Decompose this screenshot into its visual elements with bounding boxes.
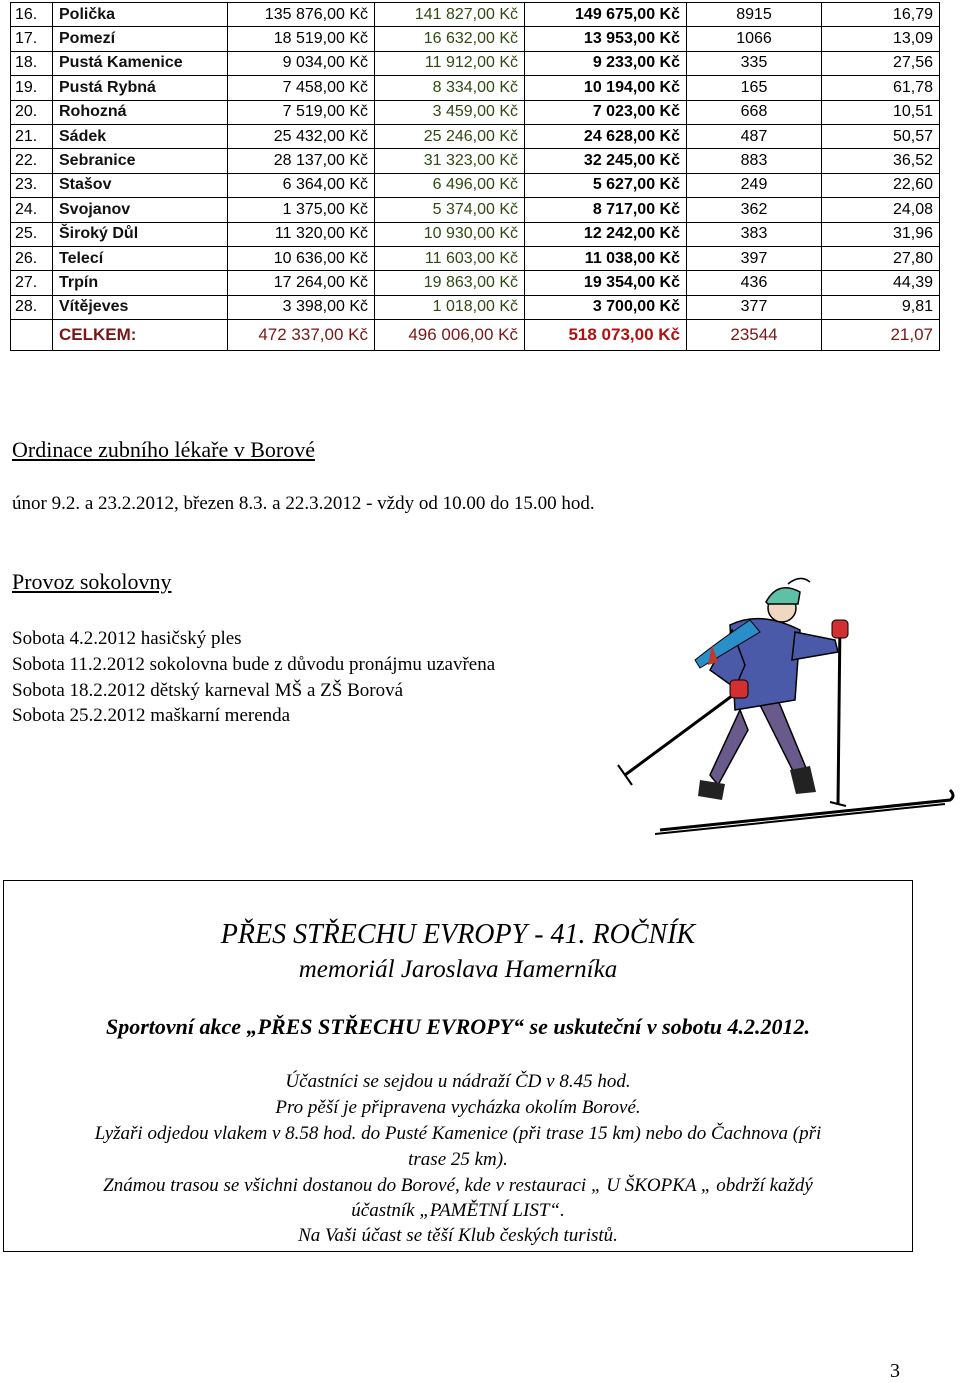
table-cell: 883 [687, 149, 822, 173]
table-cell: 149 675,00 Kč [525, 3, 687, 27]
table-row [11, 100, 940, 124]
table-cell: 13 953,00 Kč [525, 27, 687, 51]
table-row [11, 27, 940, 51]
table-cell: 383 [687, 222, 822, 246]
table-cell: 397 [687, 246, 822, 270]
table-cell: 17 264,00 Kč [228, 271, 375, 295]
table-cell: 61,78 [822, 76, 940, 100]
event-line-3: Lyžaři odjedou vlakem v 8.58 hod. do Pusté Kamenice (při trase 15 km) nebo do Čachnova (při [94, 1123, 822, 1144]
table-cell: 9,81 [822, 295, 940, 319]
table-cell: 6 364,00 Kč [228, 173, 375, 197]
table-cell: 8 717,00 Kč [525, 198, 687, 222]
table-cell: 7 519,00 Kč [228, 100, 375, 124]
table-row [11, 76, 940, 100]
table-cell: 19. [11, 76, 53, 100]
table-row [11, 173, 940, 197]
table-cell: 9 233,00 Kč [525, 51, 687, 75]
table-cell: Sádek [53, 124, 228, 148]
table-cell: 10 930,00 Kč [375, 222, 525, 246]
table-cell: 18 519,00 Kč [228, 27, 375, 51]
table-cell: 25 246,00 Kč [375, 124, 525, 148]
skier-icon [600, 570, 960, 840]
table-cell: 377 [687, 295, 822, 319]
table-cell: 28. [11, 295, 53, 319]
table-cell: 496 006,00 Kč [375, 320, 525, 351]
table-cell: 10,51 [822, 100, 940, 124]
event-line-2: Pro pěší je připravena vycházka okolím Borové. [275, 1097, 641, 1118]
table-cell: 10 636,00 Kč [228, 246, 375, 270]
table-cell: 487 [687, 124, 822, 148]
table-cell: 6 496,00 Kč [375, 173, 525, 197]
table-cell: 16. [11, 3, 53, 27]
table-cell: 335 [687, 51, 822, 75]
table-cell: 27. [11, 271, 53, 295]
event-headline: Sportovní akce „PŘES STŘECHU EVROPY“ se uskuteční v sobotu 4.2.2012. [105, 1014, 811, 1039]
table-cell: 3 398,00 Kč [228, 295, 375, 319]
table-row [11, 222, 940, 246]
table-cell: 5 374,00 Kč [375, 198, 525, 222]
table-cell: 518 073,00 Kč [525, 320, 687, 351]
table-cell: 20. [11, 100, 53, 124]
table-cell: Široký Důl [53, 222, 228, 246]
table-cell: 11 603,00 Kč [375, 246, 525, 270]
table-cell: Vítějeves [53, 295, 228, 319]
table-row [11, 198, 940, 222]
table-cell: 16,79 [822, 3, 940, 27]
table-cell: 11 038,00 Kč [525, 246, 687, 270]
table-row [11, 149, 940, 173]
table-cell: 22. [11, 149, 53, 173]
table-cell: 21. [11, 124, 53, 148]
event-box [3, 880, 913, 1252]
event-line-6: účastník „PAMĚTNÍ LIST“. [351, 1200, 565, 1221]
table-cell: Trpín [53, 271, 228, 295]
table-cell: 7 023,00 Kč [525, 100, 687, 124]
table-cell: 11 320,00 Kč [228, 222, 375, 246]
table-cell: CELKEM: [53, 320, 228, 351]
table-cell: Pustá Rybná [53, 76, 228, 100]
table-cell: 141 827,00 Kč [375, 3, 525, 27]
table-cell: 1066 [687, 27, 822, 51]
table-cell: 165 [687, 76, 822, 100]
table-total-row [11, 320, 940, 351]
budget-table [10, 2, 940, 351]
table-cell: 1 018,00 Kč [375, 295, 525, 319]
table-cell: Rohozná [53, 100, 228, 124]
table-cell: 5 627,00 Kč [525, 173, 687, 197]
event-line-1: Účastníci se sejdou u nádraží ČD v 8.45 hod. [285, 1071, 631, 1092]
table-row [11, 295, 940, 319]
table-cell: Pomezí [53, 27, 228, 51]
table-cell: 23. [11, 173, 53, 197]
table-cell: 8915 [687, 3, 822, 27]
table-cell: Telecí [53, 246, 228, 270]
table-cell: Polička [53, 3, 228, 27]
table-cell: 8 334,00 Kč [375, 76, 525, 100]
table-cell: 668 [687, 100, 822, 124]
dental-schedule: únor 9.2. a 23.2.2012, březen 8.3. a 22.3.2012 - vždy od 10.00 do 15.00 hod. [12, 493, 595, 514]
sokolovna-line-1: Sobota 4.2.2012 hasičský ples [12, 628, 242, 649]
table-cell: 23544 [687, 320, 822, 351]
table-cell: 19 863,00 Kč [375, 271, 525, 295]
table-cell [11, 320, 53, 351]
table-cell: 31 323,00 Kč [375, 149, 525, 173]
table-cell: 31,96 [822, 222, 940, 246]
event-subtitle: memoriál Jaroslava Hamerníka [298, 956, 618, 983]
table-cell: 249 [687, 173, 822, 197]
table-cell: 50,57 [822, 124, 940, 148]
table-cell: 44,39 [822, 271, 940, 295]
table-row [11, 246, 940, 270]
table-cell: 24 628,00 Kč [525, 124, 687, 148]
table-cell: 25 432,00 Kč [228, 124, 375, 148]
event-line-4: trase 25 km). [408, 1149, 508, 1170]
table-cell: Sebranice [53, 149, 228, 173]
table-cell: Pustá Kamenice [53, 51, 228, 75]
table-cell: 11 912,00 Kč [375, 51, 525, 75]
table-cell: 18. [11, 51, 53, 75]
table-cell: 26. [11, 246, 53, 270]
dental-heading: Ordinace zubního lékaře v Borové [12, 437, 315, 462]
table-cell: 12 242,00 Kč [525, 222, 687, 246]
event-line-5: Známou trasou se všichni dostanou do Borové, kde v restauraci „ U ŠKOPKA „ obdrží každý [103, 1175, 813, 1196]
sokolovna-heading: Provoz sokolovny [12, 569, 172, 594]
table-row [11, 271, 940, 295]
table-cell: 21,07 [822, 320, 940, 351]
page-number: 3 [890, 1360, 900, 1382]
table-cell: 24. [11, 198, 53, 222]
table-cell: 19 354,00 Kč [525, 271, 687, 295]
table-cell: 472 337,00 Kč [228, 320, 375, 351]
table-cell: 362 [687, 198, 822, 222]
table-cell: 22,60 [822, 173, 940, 197]
table-cell: 10 194,00 Kč [525, 76, 687, 100]
table-cell: 9 034,00 Kč [228, 51, 375, 75]
table-cell: 16 632,00 Kč [375, 27, 525, 51]
event-line-7: Na Vaši účast se těší Klub českých turistů. [298, 1225, 618, 1246]
table-cell: 36,52 [822, 149, 940, 173]
table-cell: Stašov [53, 173, 228, 197]
event-title: PŘES STŘECHU EVROPY - 41. ROČNÍK [220, 919, 696, 950]
table-cell: 1 375,00 Kč [228, 198, 375, 222]
table-cell: 27,56 [822, 51, 940, 75]
table-cell: 3 459,00 Kč [375, 100, 525, 124]
table-cell: 24,08 [822, 198, 940, 222]
table-cell: 135 876,00 Kč [228, 3, 375, 27]
sokolovna-line-2: Sobota 11.2.2012 sokolovna bude z důvodu pronájmu uzavřena [12, 654, 496, 675]
sokolovna-line-4: Sobota 25.2.2012 maškarní merenda [12, 705, 291, 726]
table-row [11, 51, 940, 75]
table-cell: 32 245,00 Kč [525, 149, 687, 173]
table-cell: 3 700,00 Kč [525, 295, 687, 319]
table-cell: Svojanov [53, 198, 228, 222]
table-cell: 25. [11, 222, 53, 246]
table-cell: 13,09 [822, 27, 940, 51]
table-cell: 17. [11, 27, 53, 51]
table-row [11, 3, 940, 27]
table-cell: 27,80 [822, 246, 940, 270]
table-cell: 28 137,00 Kč [228, 149, 375, 173]
sokolovna-line-3: Sobota 18.2.2012 dětský karneval MŠ a ZŠ Borová [12, 680, 404, 701]
table-cell: 7 458,00 Kč [228, 76, 375, 100]
table-cell: 436 [687, 271, 822, 295]
table-row [11, 124, 940, 148]
